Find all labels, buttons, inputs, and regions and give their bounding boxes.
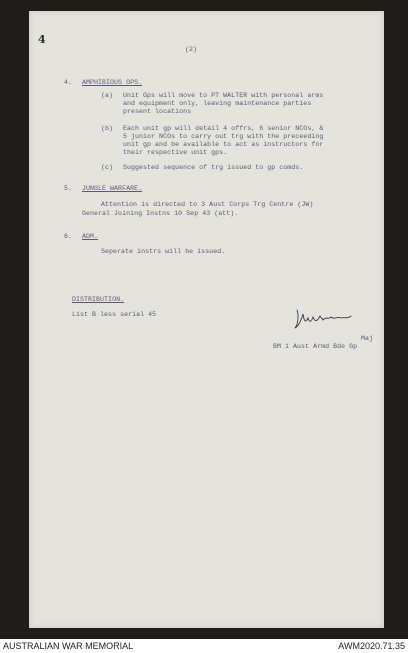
para-c-line: Suggested sequence of trg issued to gp comds. [123, 164, 304, 171]
section-5-line: Attention is directed to 3 Aust Corps Trg Centre (JW) [101, 201, 314, 208]
handwritten-page-mark: 4 [38, 33, 46, 46]
section-5-line: General Joining Instns 10 Sep 43 (att). [82, 210, 239, 217]
section-4-title: AMPHIBIOUS OPS. [82, 79, 143, 86]
signatory-rank: Maj [361, 335, 374, 342]
section-6-number: 6. [64, 233, 73, 240]
distribution-line: List B less serial 45 [72, 311, 157, 318]
para-a-line: present locations [123, 108, 192, 115]
distribution-title: DISTRIBUTION. [72, 296, 125, 303]
para-b-line: 5 junior NCOs to carry out trg with the preceeding [123, 133, 324, 140]
page-number: (2) [185, 46, 198, 53]
para-a-label: (a) [101, 92, 114, 99]
section-4-number: 4. [64, 79, 73, 86]
section-5-number: 5. [64, 185, 73, 192]
para-b-line: their respective unit gps. [123, 149, 228, 156]
signatory-appointment: BM 1 Aust Armd Bde Gp [273, 343, 358, 350]
section-5-title: JUNGLE WARFARE. [82, 185, 143, 192]
para-b-line: Each unit gp will detail 4 offrs, 6 senior NCOs, & [123, 125, 324, 132]
para-a-line: and equipment only, leaving maintenance parties [123, 100, 312, 107]
section-6-title: ADM. [82, 233, 99, 240]
para-a-line: Unit Gps will move to PT WALTER with personal arms [123, 92, 324, 99]
handwritten-signature [293, 308, 355, 332]
para-c-label: (c) [101, 164, 114, 171]
para-b-label: (b) [101, 125, 114, 132]
archive-footer [0, 640, 408, 653]
para-b-line: unit gp and be available to act as instructors for [123, 141, 324, 148]
footer-accession-number: AWM2020.71.35 [338, 641, 405, 651]
footer-institution: AUSTRALIAN WAR MEMORIAL [3, 641, 134, 651]
section-6-line: Seperate instrs will be issued. [101, 248, 226, 255]
